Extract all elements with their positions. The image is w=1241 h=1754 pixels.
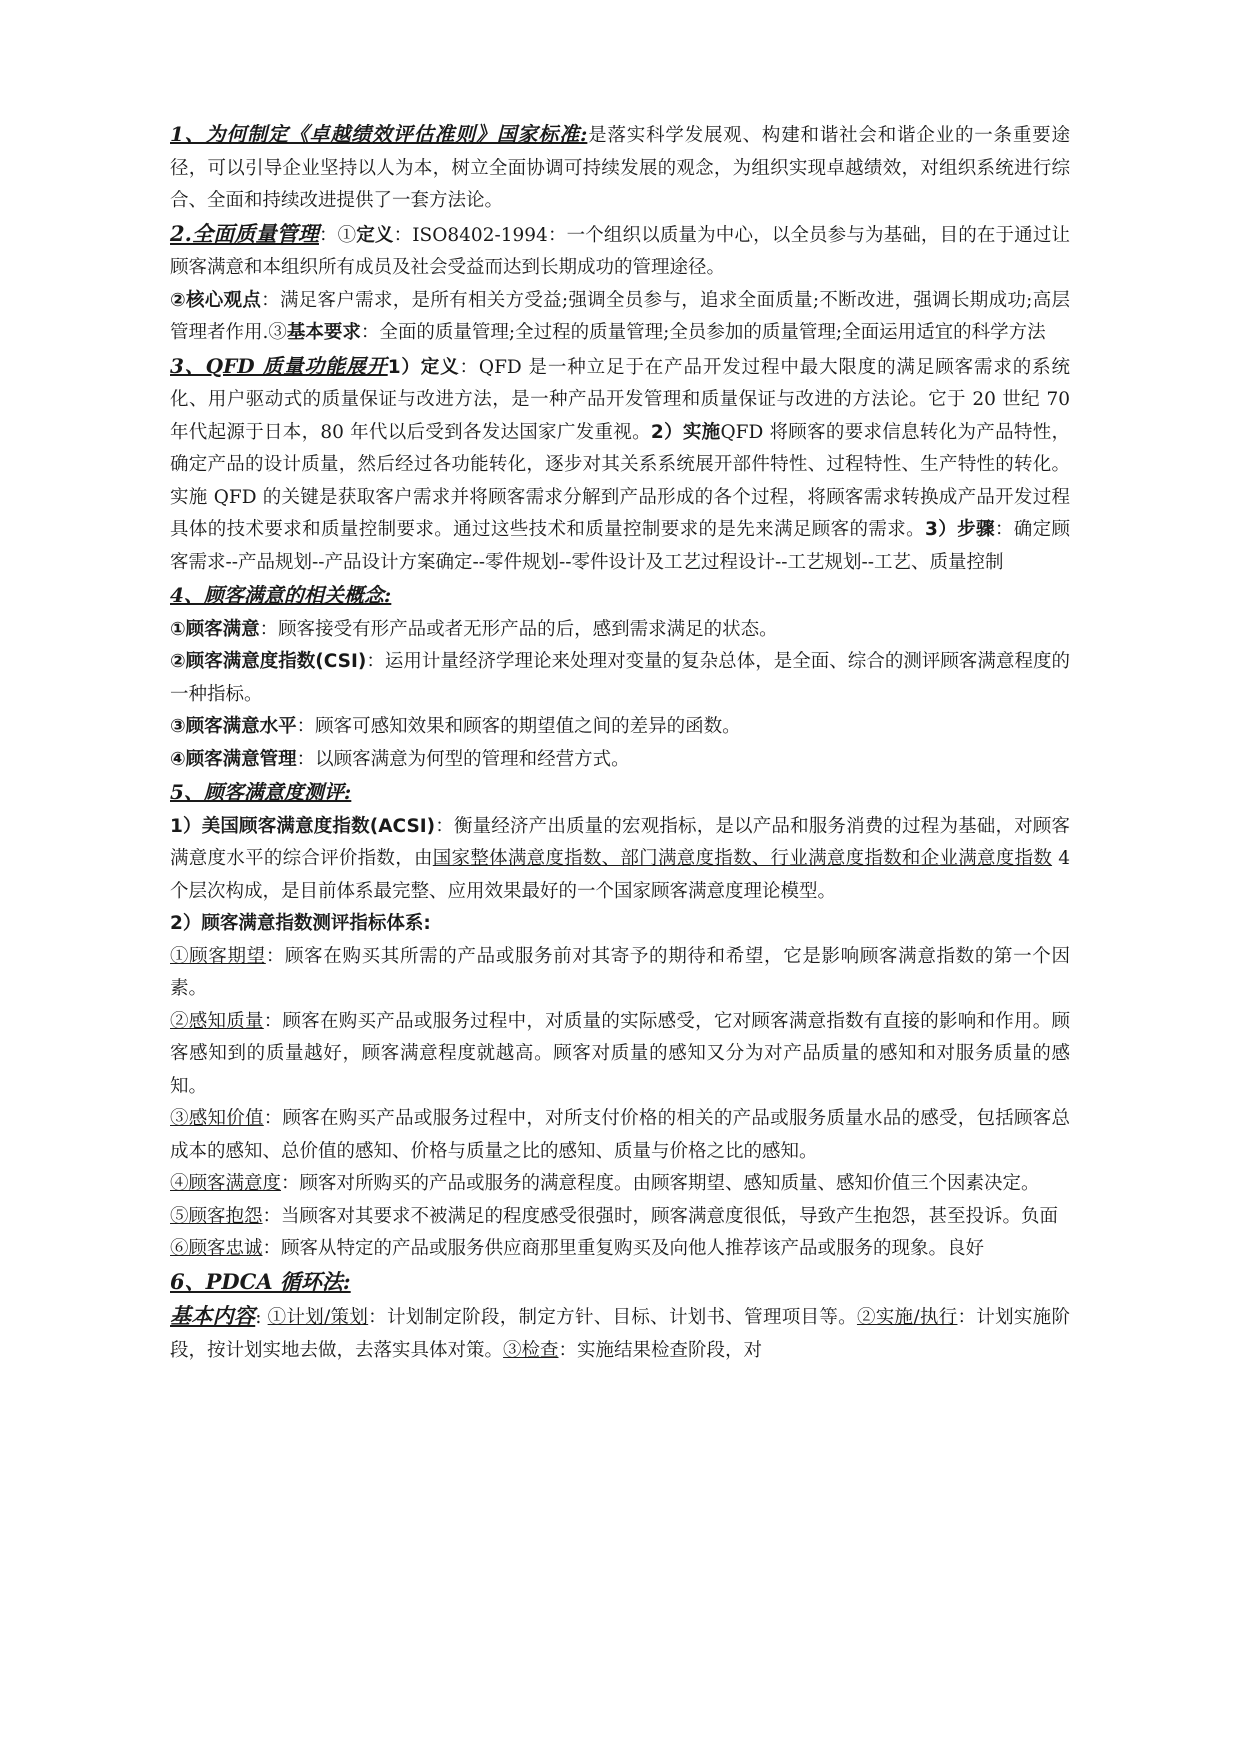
tqm-requirements-text: ：全面的质量管理;全过程的质量管理;全员参加的质量管理;全面运用适宜的科学方法 bbox=[360, 322, 1046, 343]
list-item bbox=[170, 1103, 1070, 1168]
qfd-definition-label: 1）定义 bbox=[387, 356, 460, 378]
acsi-text-2: 4 个层次构成，是目前体系最完整、应用效果最好的一个国家顾客满意度理论模型。 bbox=[170, 848, 1070, 902]
pdca-check-label: ③检查 bbox=[503, 1339, 559, 1361]
acsi-text-1: ：衡量经济产出质量的宏观指标，是以产品和服务消费的过程为基础，对顾客满意度水平的综合评价指数，由 bbox=[170, 815, 1070, 869]
document-page bbox=[170, 118, 1070, 1367]
section-6-heading: 6、PDCA 循环法: bbox=[170, 1268, 351, 1294]
pdca-basic-label: 基本内容 bbox=[170, 1303, 256, 1328]
section-2-definition bbox=[170, 218, 1070, 285]
section-1-text: 是落实科学发展观、构建和谐社会和谐企业的一条重要途径，可以引导企业坚持以人为本，树立全面协调可持续发展的观念，为组织实现卓越绩效，对组织系统进行综合、全面和持续改进提供了一套方法论。 bbox=[170, 125, 1070, 211]
qfd-implementation-label: 2）实施 bbox=[650, 421, 721, 443]
indicator-label: ③感知价值 bbox=[170, 1108, 264, 1129]
section-2-core bbox=[170, 285, 1070, 350]
section-2-heading: 2.全面质量管理 bbox=[170, 220, 319, 246]
concept-label: ②顾客满意度指数(CSI) bbox=[170, 651, 367, 672]
indicator-label: ②感知质量 bbox=[170, 1010, 264, 1032]
acsi-paragraph bbox=[170, 811, 1070, 909]
tqm-core-label: ②核心观点 bbox=[170, 289, 262, 311]
concept-label: ③顾客满意水平 bbox=[170, 716, 297, 737]
concept-text: ：运用计量经济学理论来处理对变量的复杂总体，是全面、综合的测评顾客满意程度的一种指标。 bbox=[170, 651, 1070, 705]
indicator-label: ⑤顾客抱怨 bbox=[170, 1205, 263, 1227]
indicator-label: ⑥顾客忠诚 bbox=[170, 1238, 263, 1259]
indicator-label: ①顾客期望 bbox=[170, 945, 266, 967]
section-3 bbox=[170, 350, 1070, 580]
concept-text: ：顾客接受有形产品或者无形产品的后，感到需求满足的状态。 bbox=[259, 618, 778, 640]
pdca-plan-label: ①计划/策划 bbox=[267, 1307, 369, 1328]
indicator-text: ：顾客在购买产品或服务过程中，对所支付价格的相关的产品或服务质量水品的感受，包括顾客总成本的感知、总价值的感知、价格与质量之比的感知、质量与价格之比的感知。 bbox=[170, 1108, 1070, 1162]
qfd-definition-text: ：QFD 是一种立足于在产品开发过程中最大限度的满足顾客需求的系统化、用户驱动式的质量保证与改进方法，是一种产品开发管理和质量保证与改进的方法论。它于 20 世纪 70 年代起源于日本，80 年代以后受到各发达国家广发重视。 bbox=[170, 356, 1071, 443]
list-item bbox=[170, 614, 1070, 647]
concept-text: ：顾客可感知效果和顾客的期望值之间的差异的函数。 bbox=[296, 716, 741, 737]
section-4-heading-line bbox=[170, 579, 1070, 614]
indicator-label: ④顾客满意度 bbox=[170, 1173, 282, 1194]
qfd-implementation-text: QFD 将顾客的要求信息转化为产品特性，确定产品的设计质量，然后经过各功能转化，逐步对其关系系统展开部件特性、过程特性、生产特性的转化。实施 QFD 的关键是获取客户需求并将顾客需求分解到产品形成的各个过程，将顾客需求转换成产品开发过程具体的技术要求和质量控制要求。通过这些技术和质量控制要求的是先来满足顾客的需求。 bbox=[170, 421, 1070, 540]
list-item bbox=[170, 1006, 1070, 1104]
tqm-requirements-label: 基本要求 bbox=[286, 322, 361, 343]
acsi-label: 1）美国顾客满意度指数(ACSI) bbox=[170, 815, 436, 837]
indicator-text: ：顾客在购买其所需的产品或服务前对其寄予的期待和希望，它是影响顾客满意指数的第一个因素。 bbox=[170, 945, 1070, 999]
qfd-steps-text: ：确定顾客需求--产品规划--产品设计方案确定--零件规划--零件设计及工艺过程设计--工艺规划--工艺、质量控制 bbox=[170, 519, 1070, 573]
list-item bbox=[170, 1201, 1070, 1234]
section-1-heading: 1、为何制定《卓越绩效评估准则》国家标准: bbox=[170, 122, 588, 146]
concept-text: ：以顾客满意为何型的管理和经营方式。 bbox=[296, 748, 630, 770]
section-5-heading: 5、顾客满意度测评: bbox=[170, 780, 352, 804]
section-4-heading: 4、顾客满意的相关概念: bbox=[170, 583, 392, 607]
pdca-plan-text: ：计划制定阶段，制定方针、目标、计划书、管理项目等。 bbox=[368, 1307, 857, 1328]
pdca-check-text: ：实施结果检查阶段，对 bbox=[558, 1339, 763, 1361]
section-2-colon: ：① bbox=[318, 224, 357, 246]
concept-label: ④顾客满意管理 bbox=[170, 748, 297, 770]
pdca-do-text: ：计划实施阶段，按计划实地去做，去落实具体对策。 bbox=[170, 1307, 1070, 1361]
section-3-heading: 3、QFD 质量功能展开 bbox=[170, 353, 388, 378]
pdca-separator: : bbox=[255, 1307, 262, 1328]
section-1 bbox=[170, 118, 1070, 218]
acsi-levels: 国家整体满意度指数、部门满意度指数、行业满意度指数和企业满意度指数 bbox=[432, 848, 1053, 869]
list-item bbox=[170, 941, 1070, 1006]
list-item bbox=[170, 1233, 1070, 1266]
list-item bbox=[170, 646, 1070, 711]
pdca-paragraph bbox=[170, 1300, 1070, 1367]
qfd-steps-label: 3）步骤 bbox=[924, 519, 995, 540]
index-system-label: 2）顾客满意指数测评指标体系: bbox=[170, 913, 431, 934]
list-item bbox=[170, 711, 1070, 744]
indicator-text: ：顾客从特定的产品或服务供应商那里重复购买及向他人推荐该产品或服务的现象。良好 bbox=[262, 1238, 985, 1259]
tqm-definition-label: 定义 bbox=[356, 224, 394, 246]
section-5-heading-line bbox=[170, 776, 1070, 811]
index-system-heading bbox=[170, 908, 1070, 941]
indicator-text: ：顾客在购买产品或服务过程中，对质量的实际感受，它对顾客满意指数有直接的影响和作用。顾客感知到的质量越好，顾客满意程度就越高。顾客对质量的感知又分为对产品质量的感知和对服务质量的感知。 bbox=[170, 1010, 1070, 1097]
tqm-core-text: ：满足客户需求，是所有相关方受益;强调全员参与，追求全面质量;不断改进，强调长期成功;高层管理者作用.③ bbox=[170, 289, 1070, 343]
indicator-text: ：顾客对所购买的产品或服务的满意程度。由顾客期望、感知质量、感知价值三个因素决定。 bbox=[281, 1173, 1040, 1194]
list-item bbox=[170, 1168, 1070, 1201]
concept-label: ①顾客满意 bbox=[170, 618, 260, 640]
pdca-do-label: ②实施/执行 bbox=[856, 1307, 958, 1328]
tqm-definition-text: ：ISO8402-1994：一个组织以质量为中心，以全员参与为基础，目的在于通过让顾客满意和本组织所有成员及社会受益而达到长期成功的管理途径。 bbox=[170, 224, 1070, 278]
list-item bbox=[170, 744, 1070, 777]
indicator-text: ：当顾客对其要求不被满足的程度感受很强时，顾客满意度很低，导致产生抱怨，甚至投诉。负面 bbox=[262, 1205, 1059, 1227]
section-6-heading-line bbox=[170, 1266, 1070, 1301]
